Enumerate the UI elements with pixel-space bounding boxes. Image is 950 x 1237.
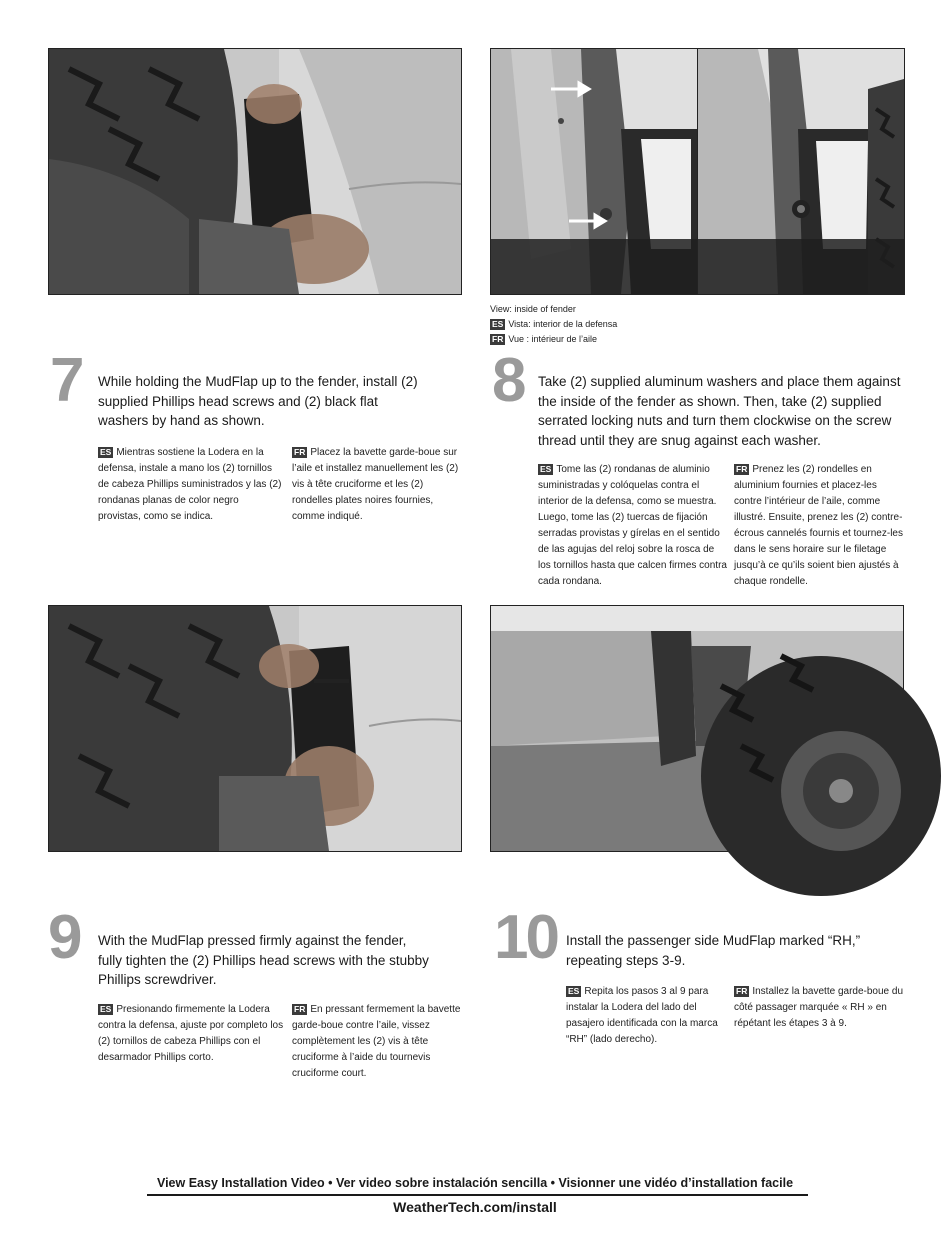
step9-instruction: With the MudFlap pressed firmly against the fender, fully tighten the (2) Phillips head screws with the stubby Phillips screwdriver. bbox=[98, 933, 429, 987]
fr-tag: FR bbox=[294, 1004, 306, 1014]
step7-number: 7 bbox=[50, 346, 82, 415]
caption-spanish bbox=[490, 317, 617, 332]
install-url-link[interactable]: WeatherTech.com/install bbox=[393, 1199, 557, 1215]
step7-instruction: While holding the MudFlap up to the fender, install (2) supplied Phillips head screws and (2) black flat washers by hand as shown. bbox=[98, 374, 418, 428]
step8-french-text: Prenez les (2) rondelles en aluminium fournies et placez-les contre l’intérieur de l’aile, comme illustré. Ensuite, prenez les (2) contre-écrous cannelés fournis et tournez-les dans le sens horaire sur le filetage jusqu’à ce qu’ils soient bien ajustés à chaque rondelle. bbox=[734, 464, 903, 587]
step7-french-text: Placez la bavette garde-boue sur l’aile et installez manuellement les (2) vis à tête cruciforme et les (2) rondelles plates noires fournies, comme indiqué. bbox=[292, 447, 459, 522]
step9-photo bbox=[48, 605, 462, 852]
step7-spanish-text: Mientras sostiene la Lodera en la defensa, instale a mano los (2) tornillos de cabeza Phillips suministrados y las (2) rondanas planas de color negro provistas, como se indica. bbox=[98, 447, 282, 522]
step8-photo-left bbox=[490, 48, 699, 295]
step9-spanish-text: Presionando firmemente la Lodera contra la defensa, ajuste por completo los (2) tornillos de cabeza Phillips con el desarmador Phillips corto. bbox=[98, 1004, 284, 1063]
caption-spanish-text: Vista: interior de la defensa bbox=[508, 319, 618, 329]
step9-spanish bbox=[98, 1002, 286, 1066]
es-tag: ES bbox=[492, 319, 504, 329]
fr-tag: FR bbox=[736, 464, 748, 474]
caption-french-text: Vue : intérieur de l’aile bbox=[508, 334, 598, 344]
step7-spanish bbox=[98, 445, 283, 525]
step10-french bbox=[734, 984, 906, 1032]
video-promo-text: View Easy Installation Video • Ver video sobre instalación sencilla • Visionner une vidéo d’installation facile bbox=[156, 1176, 794, 1190]
step10-spanish-text: Repita los pasos 3 al 9 para instalar la Lodera del lado del pasajero identificada con la marca “RH” (lado derecho). bbox=[566, 986, 718, 1045]
step8-photo-right bbox=[697, 48, 905, 295]
caption-english: View: inside of fender bbox=[490, 304, 576, 314]
step8-photo-caption bbox=[490, 302, 617, 347]
step9-french bbox=[292, 1002, 462, 1082]
step9-french-text: En pressant fermement la bavette garde-boue contre l’aile, vissez complètement les (2) vis à tête cruciforme à l’aide du tournevis cruciforme court. bbox=[292, 1004, 461, 1079]
step10-french-text: Installez la bavette garde-boue du côté passager marquée « RH » en répétant les étapes 3 à 9. bbox=[734, 986, 904, 1029]
step8-instruction: Take (2) supplied aluminum washers and place them against the inside of the fender as shown. Then, take (2) supplied serrated locking nuts and turn them clockwise on the screw thread until they are snug against each washer. bbox=[538, 374, 901, 448]
footer-divider bbox=[147, 1194, 808, 1196]
step8-number: 8 bbox=[492, 346, 524, 415]
step7-french bbox=[292, 445, 460, 525]
fr-tag: FR bbox=[492, 334, 504, 344]
caption-french bbox=[490, 332, 617, 347]
step8-spanish bbox=[538, 462, 728, 587]
fr-tag: FR bbox=[294, 447, 306, 457]
es-tag: ES bbox=[100, 1004, 112, 1014]
step10-instruction: Install the passenger side MudFlap marked “RH,” repeating steps 3-9. bbox=[566, 933, 861, 968]
es-tag: ES bbox=[568, 986, 580, 996]
es-tag: ES bbox=[100, 447, 112, 457]
step8-french bbox=[734, 462, 906, 587]
step7-photo bbox=[48, 48, 462, 295]
fr-tag: FR bbox=[736, 986, 748, 996]
step10-photo bbox=[490, 605, 904, 852]
step8-spanish-text: Tome las (2) rondanas de aluminio suministradas y colóquelas contra el interior de la defensa, como se muestra. Luego, tome las (2) tuercas de fijación serradas provistas y gírelas en el sentido de las agujas del reloj sobre la rosca de los tornillos hasta que calcen firmes contra cada rondana. bbox=[538, 464, 727, 587]
step10-number: 10 bbox=[494, 903, 557, 972]
step9-number: 9 bbox=[48, 903, 80, 972]
es-tag: ES bbox=[540, 464, 552, 474]
step10-spanish bbox=[566, 984, 728, 1048]
